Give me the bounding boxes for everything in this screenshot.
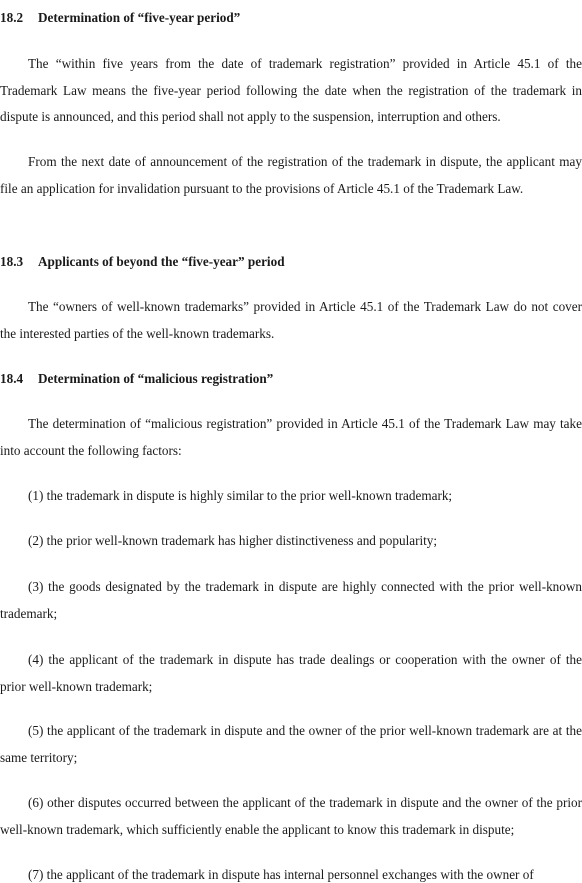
section-heading-18-3 [0, 253, 285, 271]
section-title: Determination of “five-year period” [38, 10, 241, 25]
paragraph: The “owners of well-known trademarks” provided in Article 45.1 of the Trademark Law do not cover the interested parties of the well-known trademarks. [0, 299, 582, 341]
section-title: Applicants of beyond the “five-year” period [38, 254, 285, 269]
list-item: (2) the prior well-known trademark has higher distinctiveness and popularity; [28, 533, 438, 548]
list-item: (5) the applicant of the trademark in dispute and the owner of the prior well-known trademark are at the same territory; [0, 723, 582, 765]
section-number: 18.3 [0, 254, 24, 269]
section-number: 18.4 [0, 371, 24, 386]
section-number: 18.2 [0, 10, 24, 25]
list-item: (1) the trademark in dispute is highly similar to the prior well-known trademark; [28, 488, 453, 503]
section-title: Determination of “malicious registration” [38, 371, 274, 386]
section-heading-18-4 [0, 370, 273, 388]
list-item: (3) the goods designated by the trademark in dispute are highly connected with the prior well-known trademark; [0, 579, 582, 621]
paragraph: The determination of “malicious registration” provided in Article 45.1 of the Trademark Law may take into account the following factors: [0, 416, 582, 458]
section-heading-18-2 [0, 9, 240, 27]
paragraph: The “within five years from the date of trademark registration” provided in Article 45.1 of the Trademark Law means the five-year period following the date when the registration of the trademark in dispute is announced, and this period shall not apply to the suspension, interruption and others. [0, 56, 582, 125]
list-item: (7) the applicant of the trademark in dispute has internal personnel exchanges with the owner of [28, 867, 534, 882]
paragraph: From the next date of announcement of the registration of the trademark in dispute, the applicant may file an application for invalidation pursuant to the provisions of Article 45.1 of the Trademark Law. [0, 154, 582, 196]
list-item: (6) other disputes occurred between the applicant of the trademark in dispute and the owner of the prior well-known trademark, which sufficiently enable the applicant to know this trademark in dispute; [0, 795, 582, 837]
list-item: (4) the applicant of the trademark in dispute has trade dealings or cooperation with the owner of the prior well-known trademark; [0, 652, 582, 694]
